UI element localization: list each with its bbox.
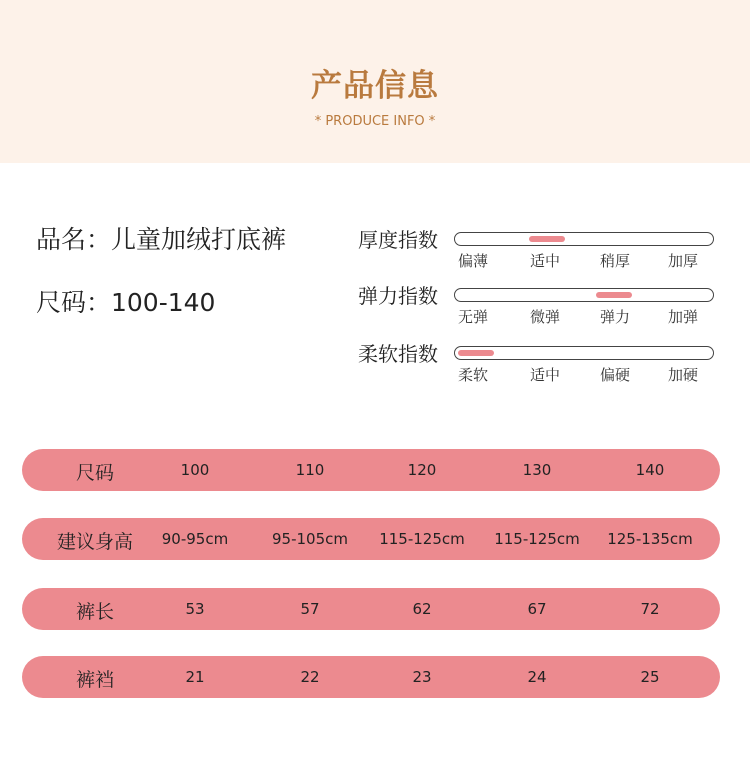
table-cell: 24	[527, 668, 547, 686]
meter-tick: 无弹	[458, 308, 489, 326]
rise-row	[22, 656, 720, 698]
product-name: 品名：儿童加绒打底裤	[36, 225, 287, 254]
length-row	[22, 588, 720, 630]
meter-indicator	[529, 236, 565, 242]
table-cell: 57	[300, 600, 320, 618]
meter-tick: 柔软	[458, 366, 489, 384]
meter-track	[454, 232, 714, 246]
row-label: 裤裆	[75, 669, 114, 691]
size-row	[22, 449, 720, 491]
meter-tick: 偏硬	[600, 366, 631, 384]
table-cell: 53	[185, 600, 205, 618]
meter-ticks	[458, 250, 708, 270]
row-label: 建议身高	[56, 531, 133, 553]
meter-tick: 偏薄	[458, 252, 489, 270]
meter-tick: 弹力	[600, 308, 631, 326]
table-cell: 140	[635, 461, 665, 479]
table-cell: 90-95cm	[161, 530, 229, 548]
table-cell: 23	[412, 668, 432, 686]
table-cell: 115-125cm	[379, 530, 465, 548]
table-cell: 67	[527, 600, 547, 618]
meter-ticks	[458, 364, 708, 384]
table-cell: 115-125cm	[494, 530, 580, 548]
meter-tick: 稍厚	[600, 252, 631, 270]
height-row	[22, 518, 720, 560]
table-cell: 100	[180, 461, 210, 479]
softness-meter	[358, 342, 718, 392]
table-cell: 62	[412, 600, 432, 618]
meter-tick: 加硬	[668, 366, 699, 384]
meter-indicator	[458, 350, 494, 356]
meter-tick: 适中	[530, 366, 561, 384]
table-cell: 25	[640, 668, 660, 686]
thickness-meter	[358, 228, 718, 278]
table-cell: 21	[185, 668, 205, 686]
table-cell: 95-105cm	[272, 530, 348, 548]
row-label: 尺码	[75, 462, 114, 484]
elasticity-meter	[358, 284, 718, 334]
meter-tick: 微弹	[530, 308, 561, 326]
product-size-range: 尺码：100-140	[36, 288, 216, 317]
table-cell: 120	[407, 461, 437, 479]
meter-tick: 加厚	[668, 252, 699, 270]
info-header	[0, 0, 750, 163]
meter-label: 厚度指数	[358, 228, 438, 252]
meter-label: 弹力指数	[358, 284, 438, 308]
table-cell: 110	[295, 461, 325, 479]
meter-track	[454, 288, 714, 302]
section-subtitle: * PRODUCE INFO *	[314, 114, 436, 129]
meter-ticks	[458, 306, 708, 326]
table-cell: 72	[640, 600, 660, 618]
row-label: 裤长	[75, 601, 114, 623]
table-cell: 22	[300, 668, 320, 686]
table-cell: 125-135cm	[607, 530, 693, 548]
meter-track	[454, 346, 714, 360]
meter-indicator	[596, 292, 632, 298]
section-title: 产品信息	[311, 68, 439, 104]
meter-tick: 加弹	[668, 308, 699, 326]
table-cell: 130	[522, 461, 552, 479]
meter-tick: 适中	[530, 252, 561, 270]
meter-label: 柔软指数	[358, 342, 438, 366]
